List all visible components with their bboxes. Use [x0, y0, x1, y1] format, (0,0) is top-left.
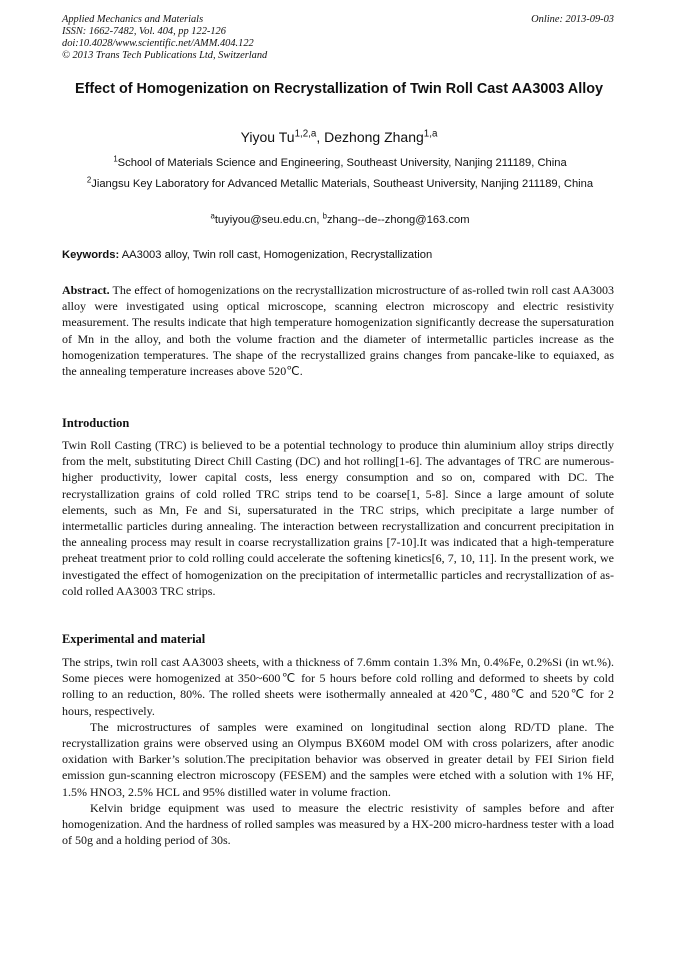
introduction-paragraph: [62, 437, 614, 599]
author-affiliation-marker: 1,2,a: [294, 128, 317, 140]
experimental-heading: Experimental and material: [62, 632, 206, 646]
author-name: Yiyou Tu: [240, 129, 295, 145]
experimental-paragraph-2: The microstructures of samples were examined on longitudinal section along RD/TD plane. The recrystallization grains were observed using an Olympus BX60M model OM with cross polarizers, after anodic oxidation with Barker’s solution.The precipitation behavior was observed in greater detail by FEI Sirion field emission gun-scanning electron microscopy (FESEM) and the samples were etched with a solution with 1% HF, 1.5% HNO3, 2.5% HCL and 95% distilled water in volume fraction.: [62, 719, 614, 799]
journal-name: Applied Mechanics and Materials: [62, 14, 204, 25]
abstract-text: The effect of homogenizations on the recrystallization microstructure of as-rolled twin roll cast AA3003 alloy were investigated using optical microscope, scanning electron microscopy and electric resistivity measurement. The results indicate that high temperature homogenization significantly decrease the supersaturation of Mn in the alloy, and both the volume fraction and the diameter of intermetallic particles increase as the homogenization temperatures. The shape of the recrystallized grains changes from pancake-like to equiaxed, as the annealing temperature increases above 520℃.: [62, 283, 614, 379]
introduction-text: Twin Roll Casting (TRC) is believed to be a potential technology to produce thin aluminium alloy strips directly from the melt, substituting Direct Chill Casting (DC) and hot rolling[1-6]. The advantages of TRC are numerous-higher productivity, lower capital costs, less energy consumption and so on, compared with DC. The recrystallization grains of cold rolled TRC strips tend to be coarse[1, 5-8]. Since a large amount of solute elements, such as Mn, Fe and Si, supersaturated in the TRC strips, which precipitate a large number of intermetallic particles during annealing. The interaction between recrystallization and concurrent precipitation in the annealing process may result in coarse recrystallization grains [7-10].It was indicated that a high-temperature preheat treatment prior to cold rolling could accelerate the softening kinetics[6, 7, 10, 11]. In the present work, we investigated the effect of homogenization on the precipitation of intermetallic particles and recrystallization of as-cold rolled AA3003 TRC strips.: [62, 438, 614, 598]
keywords-text: AA3003 alloy, Twin roll cast, Homogenization, Recrystallization: [119, 249, 433, 261]
keywords-line: [62, 247, 618, 263]
journal-header: [62, 14, 618, 62]
affiliation-2: [60, 176, 620, 193]
keywords-label: Keywords:: [62, 249, 120, 261]
email-line: [60, 212, 620, 229]
affiliation-marker: 1: [113, 154, 118, 164]
doi-line: doi:10.4028/www.scientific.net/AMM.404.122: [62, 38, 254, 49]
online-date: Online: 2013-09-03: [531, 14, 614, 25]
abstract-paragraph: [62, 282, 614, 379]
email-marker: a: [210, 211, 215, 221]
experimental-section: [62, 654, 614, 848]
author-affiliation-marker: 1,a: [423, 128, 438, 140]
author-name: Dezhong Zhang: [324, 129, 424, 145]
introduction-heading: Introduction: [62, 416, 130, 430]
issn-line: ISSN: 1662-7482, Vol. 404, pp 122-126: [62, 26, 226, 37]
affiliation-text: School of Materials Science and Engineering, Southeast University, Nanjing 211189, China: [117, 157, 567, 169]
experimental-paragraph-3: Kelvin bridge equipment was used to measure the electric resistivity of samples before and after homogenization. And the hardness of rolled samples was measured by a HX-200 micro-hardness tester with a load of 50g and a holding period of 30s.: [62, 800, 614, 848]
abstract-label: Abstract.: [62, 283, 110, 297]
email-marker: b: [322, 211, 327, 221]
affiliation-1: [60, 155, 620, 172]
author-line: [0, 128, 678, 146]
affiliation-marker: 2: [86, 175, 92, 185]
copyright-line: © 2013 Trans Tech Publications Ltd, Switzerland: [62, 50, 268, 61]
email-link[interactable]: tuyiyou@seu.edu.cn,: [214, 214, 323, 226]
email-link[interactable]: zhang--de--zhong@163.com: [326, 214, 470, 226]
paper-title: Effect of Homogenization on Recrystallization of Twin Roll Cast AA3003 Alloy: [75, 81, 603, 97]
author-separator: ,: [316, 129, 325, 145]
affiliation-text: Jiangsu Key Laboratory for Advanced Metallic Materials, Southeast University, Nanjing 211189, China: [91, 178, 594, 190]
experimental-paragraph-1: The strips, twin roll cast AA3003 sheets, with a thickness of 7.6mm contain 1.3% Mn, 0.4%Fe, 0.2%Si (in wt.%). Some pieces were homogenized at 350~600℃ for 5 hours before cold rolling and deformed to sheets by cold rolling to an reduction, 80%. The rolled sheets were isothermally annealed at 420℃, 480℃ and 520℃ for 2 hours, respectively.: [62, 655, 614, 718]
